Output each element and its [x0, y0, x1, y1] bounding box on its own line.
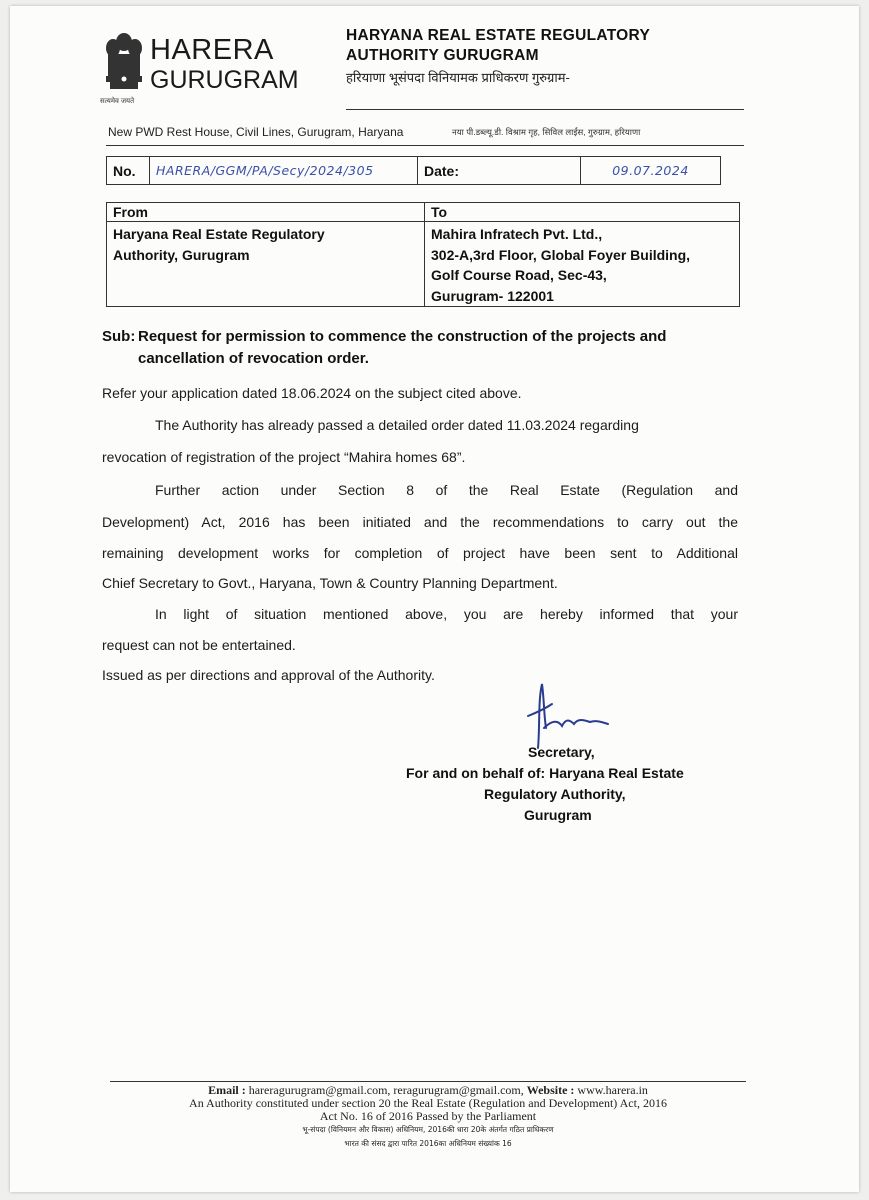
body-paragraph-4-line: In light of situation mentioned above, you are hereby informed that your	[155, 606, 738, 622]
footer	[100, 1084, 756, 1151]
from-label: From	[107, 203, 425, 222]
from-to-table	[106, 202, 740, 307]
footer-line: Act No. 16 of 2016 Passed by the Parliament	[319, 1109, 537, 1123]
emblem-motto: सत्यमेव जयते	[100, 98, 135, 105]
to-line: 302-A,3rd Floor, Global Foyer Building,	[431, 246, 691, 263]
from-line: Haryana Real Estate Regulatory	[113, 226, 325, 242]
to-label: To	[425, 203, 740, 222]
signatory-line: Regulatory Authority,	[484, 786, 626, 802]
ref-date-value: 09.07.2024	[581, 157, 721, 185]
footer-hindi-line: भारत की संसद द्वारा पारित 2016का अधिनियम संख्यांक 16	[344, 1139, 512, 1148]
from-line: Authority, Gurugram	[113, 246, 250, 263]
body-paragraph-3-line: Further action under Section 8 of the Real Estate (Regulation and	[155, 482, 738, 498]
footer-line: An Authority constituted under section 20 the Real Estate (Regulation and Development) Act, 2016	[189, 1096, 667, 1110]
to-line: Golf Course Road, Sec-43,	[431, 267, 607, 283]
body-paragraph-2-line: The Authority has already passed a detailed order dated 11.03.2024 regarding	[155, 417, 639, 433]
email-value: hareragurugram@gmail.com, reragurugram@gmail.com,	[248, 1083, 524, 1097]
office-address-hindi: नया पी.डब्ल्यू.डी. विश्राम गृह, सिविल लाईंस, गुरुग्राम, हरियाणा	[452, 127, 641, 137]
to-line: Gurugram- 122001	[431, 287, 554, 304]
header-rule-right	[346, 109, 744, 110]
footer-rule	[110, 1081, 746, 1082]
office-address: New PWD Rest House, Civil Lines, Gurugram, Haryana	[108, 125, 404, 139]
authority-name-hindi: हरियाणा भूसंपदा विनियामक प्राधिकरण गुरुग्राम-	[346, 70, 570, 85]
ref-no-label: No.	[107, 157, 150, 185]
logo-harera-text: HARERA	[150, 34, 274, 66]
authority-name-line1: HARYANA REAL ESTATE REGULATORY	[346, 27, 651, 44]
logo-gurugram-text: GURUGRAM	[150, 66, 299, 94]
body-paragraph-4-line: request can not be entertained.	[102, 637, 296, 653]
subject-line: cancellation of revocation order.	[138, 350, 369, 367]
to-address	[425, 222, 740, 307]
body-paragraph-5: Issued as per directions and approval of the Authority.	[102, 667, 435, 683]
body-paragraph-2-line: revocation of registration of the project “Mahira homes 68”.	[102, 449, 466, 465]
website-label: Website :	[526, 1083, 575, 1097]
subject-label: Sub:	[102, 328, 136, 345]
body-paragraph-1: Refer your application dated 18.06.2024 on the subject cited above.	[102, 385, 522, 401]
authority-name-line2: AUTHORITY GURUGRAM	[346, 47, 539, 64]
signature-block	[406, 742, 684, 826]
signatory-line: Gurugram	[524, 807, 592, 823]
subject-line: Request for permission to commence the construction of the projects and	[138, 328, 667, 345]
national-emblem-icon	[102, 32, 146, 98]
signatory-title: Secretary,	[528, 744, 595, 760]
signatory-line: For and on behalf of: Haryana Real Estate	[406, 765, 684, 781]
email-label: Email :	[208, 1083, 246, 1097]
body-paragraph-3-line: Development) Act, 2016 has been initiated and the recommendations to carry out the	[102, 514, 738, 530]
header-rule	[106, 145, 744, 146]
body-paragraph-3-line: remaining development works for completion of project have been sent to Additional	[102, 545, 738, 561]
ref-date-label: Date:	[418, 157, 581, 185]
footer-hindi-line: भू-संपदा (विनियमन और विकास) अधिनियम, 2016की धारा 20के अंतर्गत गठित प्राधिकरण	[302, 1125, 554, 1134]
reference-table	[106, 156, 721, 185]
website-value: www.harera.in	[577, 1083, 648, 1097]
body-paragraph-3-line: Chief Secretary to Govt., Haryana, Town & Country Planning Department.	[102, 575, 558, 591]
ref-no-value: HARERA/GGM/PA/Secy/2024/305	[150, 157, 418, 185]
letter-page	[10, 6, 859, 1192]
authority-name	[346, 26, 650, 66]
to-line: Mahira Infratech Pvt. Ltd.,	[431, 226, 603, 242]
from-address	[107, 222, 425, 307]
